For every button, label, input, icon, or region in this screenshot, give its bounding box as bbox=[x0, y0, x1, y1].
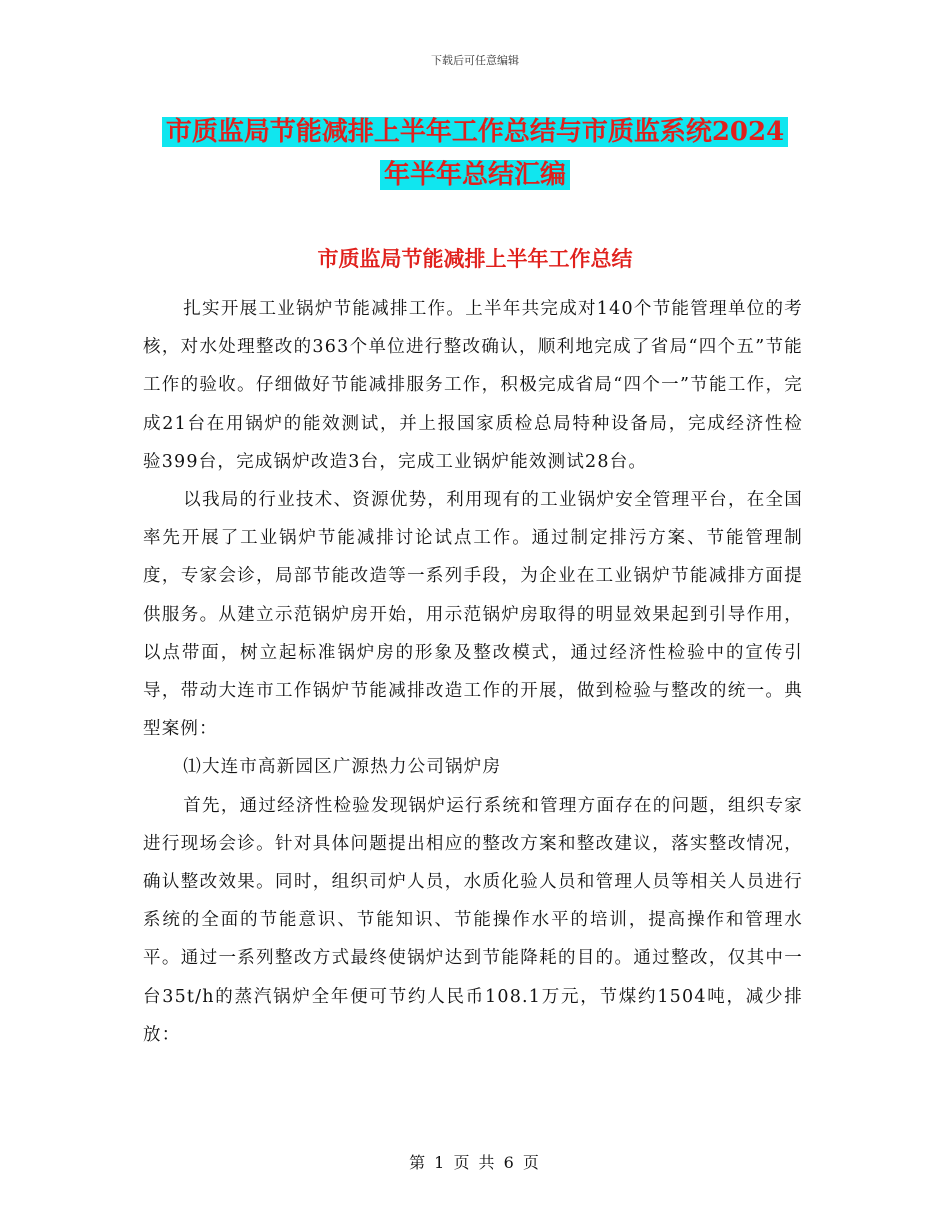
title-highlight-1: 市质监局节能减排上半年工作总结与市质监系统2024 bbox=[162, 117, 788, 147]
paragraph-3: ⑴大连市高新园区广源热力公司锅炉房 bbox=[183, 757, 502, 778]
main-title-line-1 bbox=[0, 108, 950, 156]
main-title-line-2 bbox=[0, 151, 950, 199]
paragraph-2: 以我局的行业技术、资源优势，利用现有的工业锅炉安全管理平台，在全国率先开展了工业锅炉节能减排讨论试点工作。通过制定排污方案、节能管理制度，专家会诊，局部节能改造等一系列手段，为企业在工业锅炉节能减排方面提供服务。从建立示范锅炉房开始，用示范锅炉房取得的明显效果起到引导作用，以点带面，树立起标准锅炉房的形象及整改模式，通过经济性检验中的宣传引导，带动大连市工作锅炉节能减排改造工作的开展，做到检验与整改的统一。典型案例： bbox=[143, 490, 803, 740]
section-title: 市质监局节能减排上半年工作总结 bbox=[317, 246, 633, 271]
title-highlight-2: 年半年总结汇编 bbox=[380, 160, 570, 190]
paragraph-4: 首先，通过经济性检验发现锅炉运行系统和管理方面存在的问题，组织专家进行现场会诊。针对具体问题提出相应的整改方案和整改建议，落实整改情况，确认整改效果。同时，组织司炉人员，水质化验人员和管理人员等相关人员进行系统的全面的节能意识、节能知识、节能操作水平的培训，提高操作和管理水平。通过一系列整改方式最终使锅炉达到节能降耗的目的。通过整改，仅其中一台35t/h的蒸汽锅炉全年便可节约人民币108.1万元，节煤约1504吨，减少排放： bbox=[143, 795, 803, 1045]
body-text bbox=[143, 290, 803, 1054]
page-footer: 第 1 页 共 6 页 bbox=[409, 1153, 541, 1172]
header-note: 下载后可任意编辑 bbox=[431, 54, 519, 67]
paragraph-1: 扎实开展工业锅炉节能减排工作。上半年共完成对140个节能管理单位的考核，对水处理整改的363个单位进行整改确认，顺利地完成了省局“四个五”节能工作的验收。仔细做好节能减排服务工作，积极完成省局“四个一”节能工作，完成21台在用锅炉的能效测试，并上报国家质检总局特种设备局，完成经济性检验399台，完成锅炉改造3台，完成工业锅炉能效测试28台。 bbox=[143, 299, 803, 472]
